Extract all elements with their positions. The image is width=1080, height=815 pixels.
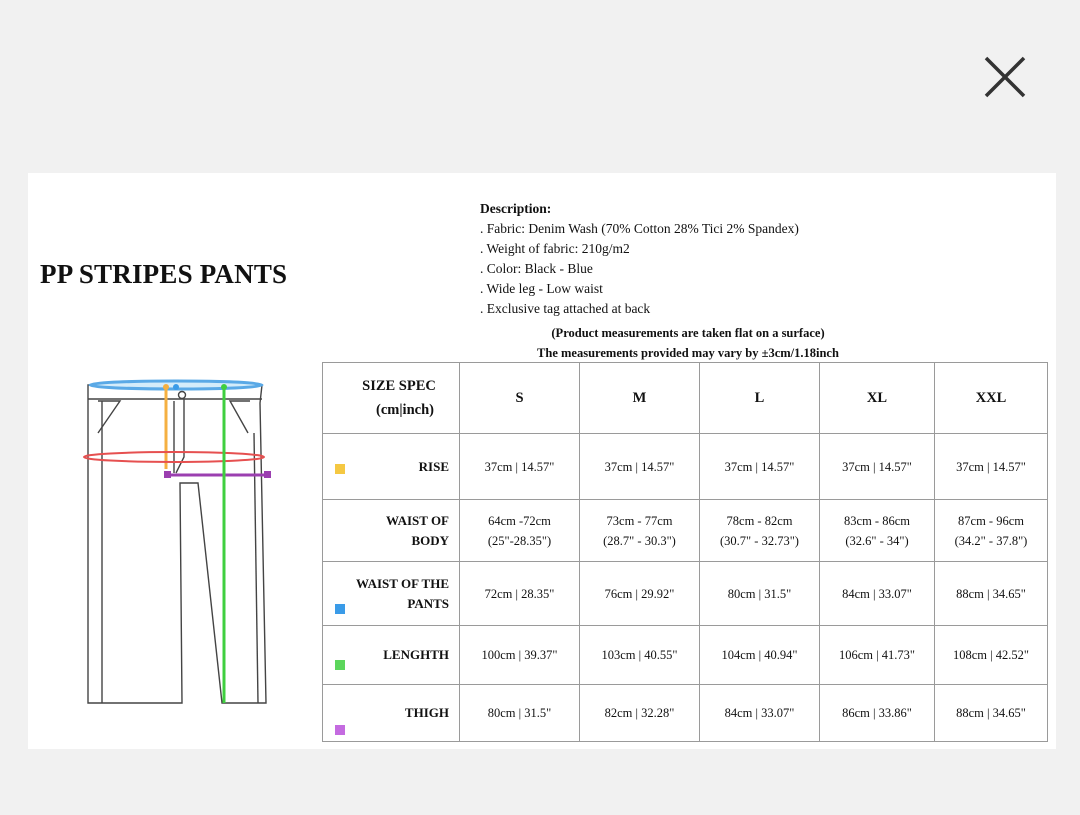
table-cell bbox=[460, 685, 580, 742]
row-label-text: RISE bbox=[418, 458, 449, 474]
cell-value: 37cm | 14.57" bbox=[956, 459, 1026, 474]
size-header-m: M bbox=[580, 363, 700, 434]
close-icon bbox=[980, 52, 1030, 102]
description bbox=[480, 199, 799, 319]
table-cell bbox=[820, 626, 935, 685]
cell-value: 108cm | 42.52" bbox=[952, 648, 1029, 662]
row-label-text: LENGHTH bbox=[383, 647, 449, 662]
size-spec-table bbox=[322, 362, 1048, 742]
cell-value: 72cm | 28.35" bbox=[484, 586, 555, 601]
cell-value: 76cm | 29.92" bbox=[604, 586, 675, 601]
size-spec-header bbox=[323, 363, 460, 434]
cell-value: 88cm | 34.65" bbox=[956, 586, 1026, 601]
cell-value: 100cm | 39.37" bbox=[481, 648, 558, 662]
table-row bbox=[323, 434, 1048, 500]
row-label-text: THIGH bbox=[404, 705, 449, 720]
size-header-l: L bbox=[700, 363, 820, 434]
table-row bbox=[323, 562, 1048, 626]
table-cell bbox=[700, 434, 820, 500]
cell-value: 37cm | 14.57" bbox=[724, 459, 795, 474]
description-line: . Exclusive tag attached at back bbox=[480, 301, 651, 316]
size-spec-label: SIZE SPEC bbox=[362, 378, 436, 394]
table-cell bbox=[460, 500, 580, 562]
table-row bbox=[323, 626, 1048, 685]
cell-value: 88cm | 34.65" bbox=[956, 706, 1026, 720]
cell-value: 106cm | 41.73" bbox=[838, 648, 915, 662]
table-cell bbox=[460, 434, 580, 500]
pants-diagram bbox=[80, 373, 316, 713]
waist-swatch bbox=[335, 604, 345, 614]
table-cell bbox=[820, 500, 935, 562]
table-cell bbox=[700, 626, 820, 685]
measurement-note bbox=[408, 323, 968, 363]
size-spec-unit: (cm|inch) bbox=[376, 402, 434, 418]
table-cell bbox=[700, 562, 820, 626]
cell-value: 104cm | 40.94" bbox=[721, 648, 798, 662]
cell-value: 37cm | 14.57" bbox=[842, 459, 912, 474]
size-header-xxl: XXL bbox=[935, 363, 1048, 434]
table-cell bbox=[460, 562, 580, 626]
table-cell bbox=[820, 685, 935, 742]
cell-value: 37cm | 14.57" bbox=[604, 459, 675, 474]
row-label bbox=[323, 685, 460, 742]
row-label bbox=[323, 500, 460, 562]
cell-value: 86cm | 33.86" bbox=[842, 706, 912, 720]
table-cell bbox=[580, 626, 700, 685]
size-header-xl: XL bbox=[820, 363, 935, 434]
product-title: PP STRIPES PANTS bbox=[40, 259, 288, 289]
cell-value: 80cm | 31.5" bbox=[727, 586, 792, 601]
table-cell bbox=[580, 434, 700, 500]
cell-value: 78cm - 82cm bbox=[726, 513, 793, 528]
cell-value: 80cm | 31.5" bbox=[487, 706, 552, 720]
table-cell bbox=[935, 434, 1048, 500]
length-swatch bbox=[335, 660, 345, 670]
table-cell bbox=[580, 685, 700, 742]
table-cell bbox=[935, 685, 1048, 742]
cell-value: 82cm | 32.28" bbox=[604, 706, 675, 720]
table-cell bbox=[580, 562, 700, 626]
measurement-note-line-2: The measurements provided may vary by ±3cm/1.18inch bbox=[537, 346, 839, 360]
row-label bbox=[323, 562, 460, 626]
table-cell bbox=[460, 626, 580, 685]
table-cell bbox=[935, 562, 1048, 626]
size-chart-sheet bbox=[28, 173, 1056, 749]
row-label-text: BODY bbox=[411, 532, 449, 548]
cell-value: (32.6" - 34") bbox=[845, 533, 909, 548]
cell-value: (30.7" - 32.73") bbox=[720, 533, 799, 548]
table-cell bbox=[700, 685, 820, 742]
table-cell bbox=[820, 562, 935, 626]
cell-value: 84cm | 33.07" bbox=[842, 586, 912, 601]
cell-value: (34.2" - 37.8") bbox=[954, 533, 1028, 548]
rise-swatch bbox=[335, 464, 345, 474]
description-line: . Wide leg - Low waist bbox=[480, 281, 603, 296]
measurement-note-line-1: (Product measurements are taken flat on a surface) bbox=[551, 326, 825, 340]
size-header-s: S bbox=[460, 363, 580, 434]
table-cell bbox=[935, 500, 1048, 562]
pants-illustration bbox=[80, 373, 316, 713]
table-cell bbox=[700, 500, 820, 562]
description-line: . Fabric: Denim Wash (70% Cotton 28% Tici 2% Spandex) bbox=[480, 221, 799, 236]
cell-value: 103cm | 40.55" bbox=[601, 648, 678, 662]
row-label bbox=[323, 434, 460, 500]
cell-value: (28.7" - 30.3") bbox=[603, 533, 676, 548]
cell-value: 37cm | 14.57" bbox=[484, 459, 555, 474]
cell-value: 87cm - 96cm bbox=[958, 513, 1024, 528]
table-row bbox=[323, 685, 1048, 742]
cell-value: 83cm - 86cm bbox=[844, 513, 910, 528]
table-cell bbox=[935, 626, 1048, 685]
table-cell bbox=[580, 500, 700, 562]
close-button[interactable] bbox=[980, 52, 1030, 102]
cell-value: 73cm - 77cm bbox=[606, 513, 673, 528]
description-line: . Weight of fabric: 210g/m2 bbox=[480, 241, 630, 256]
row-label bbox=[323, 626, 460, 685]
row-label-text: WAIST OF bbox=[386, 512, 449, 528]
table-cell bbox=[820, 434, 935, 500]
table-row bbox=[323, 500, 1048, 562]
description-heading: Description: bbox=[480, 201, 552, 216]
cell-value: 64cm -72cm bbox=[488, 513, 551, 528]
thigh-swatch bbox=[335, 725, 345, 735]
description-line: . Color: Black - Blue bbox=[480, 261, 593, 276]
cell-value: (25"-28.35") bbox=[487, 533, 552, 548]
cell-value: 84cm | 33.07" bbox=[724, 706, 795, 720]
row-label-text: PANTS bbox=[407, 595, 449, 611]
row-label-text: WAIST OF THE bbox=[356, 575, 449, 591]
